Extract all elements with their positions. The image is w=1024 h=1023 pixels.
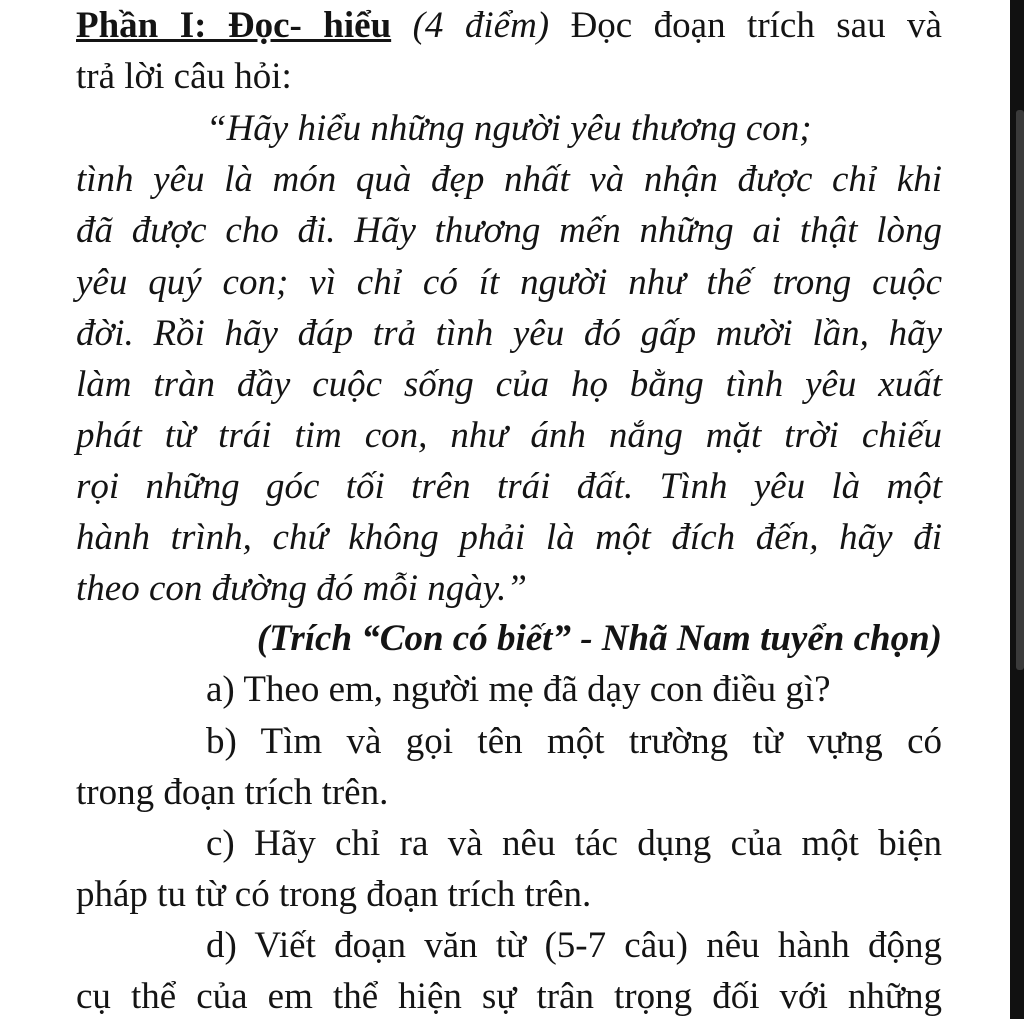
section-instruction: Đọc đoạn trích sau và xyxy=(549,5,942,46)
question-d-line1: d) Viết đoạn văn từ (5-7 câu) nêu hành động xyxy=(206,925,942,966)
section-points: (4 điểm) xyxy=(412,5,550,46)
question-b-line2: trong đoạn trích trên. xyxy=(76,772,389,813)
section-heading-line xyxy=(76,0,942,52)
passage-line-9: hành trình, chứ không phải là một đích đến, hãy đi xyxy=(76,517,942,558)
question-d-line2: cụ thể của em thể hiện sự trân trọng đối với những xyxy=(76,976,942,1017)
section-instruction-line2: trả lời câu hỏi: xyxy=(76,56,292,97)
question-c-line1: c) Hãy chỉ ra và nêu tác dụng của một biện xyxy=(206,823,942,864)
passage-line-5: đời. Rồi hãy đáp trả tình yêu đó gấp mười lần, hãy xyxy=(76,313,942,354)
passage-line-3: đã được cho đi. Hãy thương mến những ai thật lòng xyxy=(76,210,942,251)
scrollbar-thumb[interactable] xyxy=(1016,110,1024,670)
question-c-line2: pháp tu từ có trong đoạn trích trên. xyxy=(76,874,592,915)
section-heading: Phần I: Đọc- hiểu xyxy=(76,5,392,46)
passage-line-4: yêu quý con; vì chỉ có ít người như thế trong cuộc xyxy=(76,262,942,303)
passage-line-1: “Hãy hiểu những người yêu thương con; xyxy=(206,108,812,149)
question-b-line1: b) Tìm và gọi tên một trường từ vựng có xyxy=(206,721,942,762)
passage-line-7: phát từ trái tim con, như ánh nắng mặt trời chiếu xyxy=(76,415,942,456)
passage-line-6: làm tràn đầy cuộc sống của họ bằng tình yêu xuất xyxy=(76,364,942,405)
question-a: a) Theo em, người mẹ đã dạy con điều gì? xyxy=(206,669,831,710)
passage-line-2: tình yêu là món quà đẹp nhất và nhận được chỉ khi xyxy=(76,159,942,200)
passage-source: (Trích “Con có biết” - Nhã Nam tuyển chọn) xyxy=(256,618,942,659)
passage-line-8: rọi những góc tối trên trái đất. Tình yêu là một xyxy=(76,466,942,507)
passage-line-10: theo con đường đó mỗi ngày.” xyxy=(76,568,528,609)
